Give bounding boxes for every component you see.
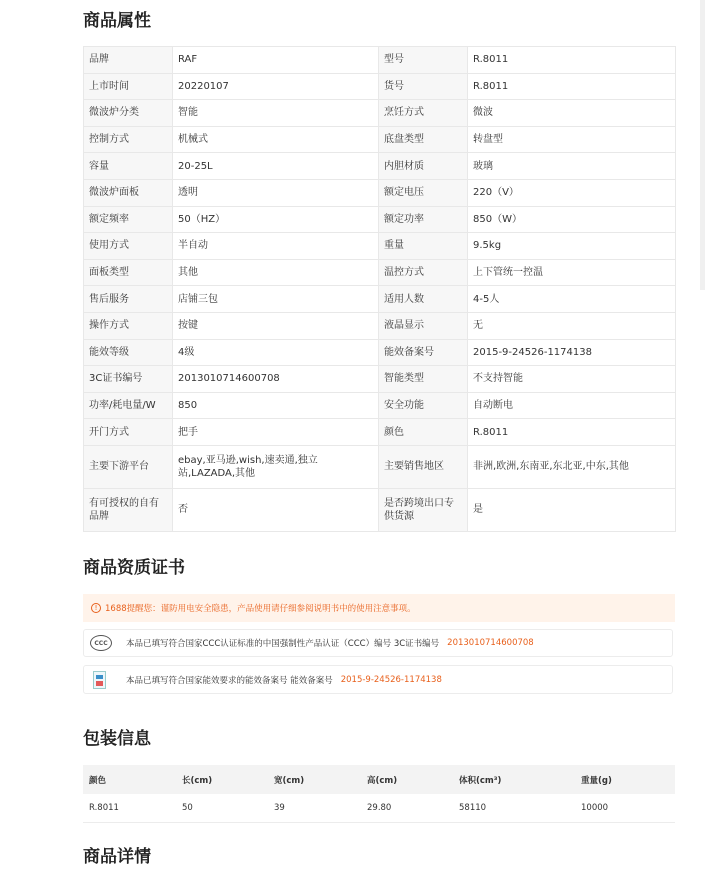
attribute-row bbox=[84, 312, 676, 339]
attribute-value: 2013010714600708 bbox=[173, 366, 379, 393]
attribute-row bbox=[84, 233, 676, 260]
packaging-cell: 10000 bbox=[575, 794, 675, 823]
section-title-packaging: 包装信息 bbox=[83, 729, 151, 749]
packaging-header: 宽(cm) bbox=[268, 765, 361, 794]
ccc-mark-icon: CCC bbox=[90, 635, 112, 651]
attribute-value: 4-5人 bbox=[468, 286, 676, 313]
scrollbar[interactable] bbox=[700, 0, 705, 290]
attribute-value: 50（HZ） bbox=[173, 206, 379, 233]
packaging-cell: 50 bbox=[176, 794, 268, 823]
attribute-row bbox=[84, 73, 676, 100]
attribute-key: 颜色 bbox=[379, 419, 468, 446]
attribute-key: 液晶显示 bbox=[379, 312, 468, 339]
attribute-row bbox=[84, 126, 676, 153]
safety-notice-text: 1688提醒您：谨防用电安全隐患，产品使用请仔细参阅说明书中的使用注意事项。 bbox=[105, 604, 416, 614]
attribute-row bbox=[84, 259, 676, 286]
packaging-header: 颜色 bbox=[83, 765, 176, 794]
attribute-value: R.8011 bbox=[468, 47, 676, 74]
attribute-value: 不支持智能 bbox=[468, 366, 676, 393]
attribute-key: 功率/耗电量/W bbox=[84, 392, 173, 419]
attribute-value: 微波 bbox=[468, 100, 676, 127]
attribute-key: 微波炉分类 bbox=[84, 100, 173, 127]
attribute-value: 透明 bbox=[173, 179, 379, 206]
attribute-value: 850（W） bbox=[468, 206, 676, 233]
attribute-value: 玻璃 bbox=[468, 153, 676, 180]
attribute-value: 机械式 bbox=[173, 126, 379, 153]
attribute-value: 转盘型 bbox=[468, 126, 676, 153]
attribute-key: 额定功率 bbox=[379, 206, 468, 233]
attribute-value: R.8011 bbox=[468, 73, 676, 100]
attribute-value: 20-25L bbox=[173, 153, 379, 180]
energy-text: 本品已填写符合国家能效要求的能效备案号 能效备案号 bbox=[126, 675, 333, 686]
packaging-cell: 29.80 bbox=[361, 794, 453, 823]
packaging-header: 体积(cm³) bbox=[453, 765, 575, 794]
attribute-key: 开门方式 bbox=[84, 419, 173, 446]
attribute-value: 店铺三包 bbox=[173, 286, 379, 313]
attribute-value: 否 bbox=[173, 488, 379, 531]
attribute-key: 安全功能 bbox=[379, 392, 468, 419]
energy-label-icon bbox=[93, 671, 106, 689]
packaging-cell: R.8011 bbox=[83, 794, 176, 823]
attribute-value: 半自动 bbox=[173, 233, 379, 260]
packaging-table bbox=[83, 765, 675, 823]
attribute-row bbox=[84, 206, 676, 233]
attribute-value: ebay,亚马逊,wish,速卖通,独立站,LAZADA,其他 bbox=[173, 445, 379, 488]
attribute-value: 上下管统一控温 bbox=[468, 259, 676, 286]
attribute-value: 其他 bbox=[173, 259, 379, 286]
attribute-key: 适用人数 bbox=[379, 286, 468, 313]
attribute-key: 有可授权的自有品牌 bbox=[84, 488, 173, 531]
attribute-value: 9.5kg bbox=[468, 233, 676, 260]
packaging-header: 长(cm) bbox=[176, 765, 268, 794]
attribute-value: 20220107 bbox=[173, 73, 379, 100]
energy-number: 2015-9-24526-1174138 bbox=[340, 674, 442, 685]
section-title-details: 商品详情 bbox=[83, 847, 151, 867]
packaging-row bbox=[83, 794, 675, 823]
attribute-key: 智能类型 bbox=[379, 366, 468, 393]
attribute-key: 面板类型 bbox=[84, 259, 173, 286]
ccc-text: 本品已填写符合国家CCC认证标准的中国强制性产品认证（CCC）编号 3C证书编号 bbox=[126, 639, 440, 649]
attribute-key: 货号 bbox=[379, 73, 468, 100]
attribute-key: 品牌 bbox=[84, 47, 173, 74]
attribute-key: 额定电压 bbox=[379, 179, 468, 206]
attribute-key: 微波炉面板 bbox=[84, 179, 173, 206]
attribute-key: 能效备案号 bbox=[379, 339, 468, 366]
section-title-attributes: 商品属性 bbox=[83, 11, 151, 31]
attribute-value: 无 bbox=[468, 312, 676, 339]
attribute-value: 把手 bbox=[173, 419, 379, 446]
attribute-value: 4级 bbox=[173, 339, 379, 366]
attribute-row bbox=[84, 366, 676, 393]
attribute-key: 上市时间 bbox=[84, 73, 173, 100]
packaging-cell: 58110 bbox=[453, 794, 575, 823]
attribute-row bbox=[84, 445, 676, 488]
attribute-value: 智能 bbox=[173, 100, 379, 127]
warning-icon: ! bbox=[91, 603, 101, 613]
attribute-row bbox=[84, 339, 676, 366]
attribute-row bbox=[84, 179, 676, 206]
attribute-value: 220（V） bbox=[468, 179, 676, 206]
attribute-key: 型号 bbox=[379, 47, 468, 74]
attribute-key: 使用方式 bbox=[84, 233, 173, 260]
attribute-key: 能效等级 bbox=[84, 339, 173, 366]
attribute-key: 底盘类型 bbox=[379, 126, 468, 153]
attribute-value: 按键 bbox=[173, 312, 379, 339]
attribute-value: 非洲,欧洲,东南亚,东北亚,中东,其他 bbox=[468, 445, 676, 488]
attribute-row bbox=[84, 392, 676, 419]
attribute-key: 内胆材质 bbox=[379, 153, 468, 180]
attribute-key: 是否跨境出口专供货源 bbox=[379, 488, 468, 531]
attribute-row bbox=[84, 488, 676, 531]
ccc-number: 2013010714600708 bbox=[447, 638, 534, 648]
attributes-table bbox=[83, 46, 676, 532]
safety-notice bbox=[83, 594, 675, 622]
attribute-key: 额定频率 bbox=[84, 206, 173, 233]
attribute-key: 烹饪方式 bbox=[379, 100, 468, 127]
attribute-key: 3C证书编号 bbox=[84, 366, 173, 393]
attribute-row bbox=[84, 100, 676, 127]
attribute-key: 售后服务 bbox=[84, 286, 173, 313]
attribute-key: 温控方式 bbox=[379, 259, 468, 286]
attribute-value: 是 bbox=[468, 488, 676, 531]
attribute-key: 主要销售地区 bbox=[379, 445, 468, 488]
packaging-header: 重量(g) bbox=[575, 765, 675, 794]
packaging-header: 高(cm) bbox=[361, 765, 453, 794]
attribute-value: RAF bbox=[173, 47, 379, 74]
attribute-row bbox=[84, 286, 676, 313]
attribute-key: 容量 bbox=[84, 153, 173, 180]
attribute-value: R.8011 bbox=[468, 419, 676, 446]
attribute-row bbox=[84, 419, 676, 446]
attribute-value: 850 bbox=[173, 392, 379, 419]
attribute-key: 操作方式 bbox=[84, 312, 173, 339]
attribute-key: 重量 bbox=[379, 233, 468, 260]
energy-certificate bbox=[83, 665, 673, 694]
attribute-row bbox=[84, 47, 676, 74]
packaging-cell: 39 bbox=[268, 794, 361, 823]
section-title-certificates: 商品资质证书 bbox=[83, 558, 185, 578]
attribute-value: 自动断电 bbox=[468, 392, 676, 419]
attribute-key: 控制方式 bbox=[84, 126, 173, 153]
attribute-row bbox=[84, 153, 676, 180]
ccc-certificate bbox=[83, 629, 673, 657]
attribute-value: 2015-9-24526-1174138 bbox=[468, 339, 676, 366]
attribute-key: 主要下游平台 bbox=[84, 445, 173, 488]
